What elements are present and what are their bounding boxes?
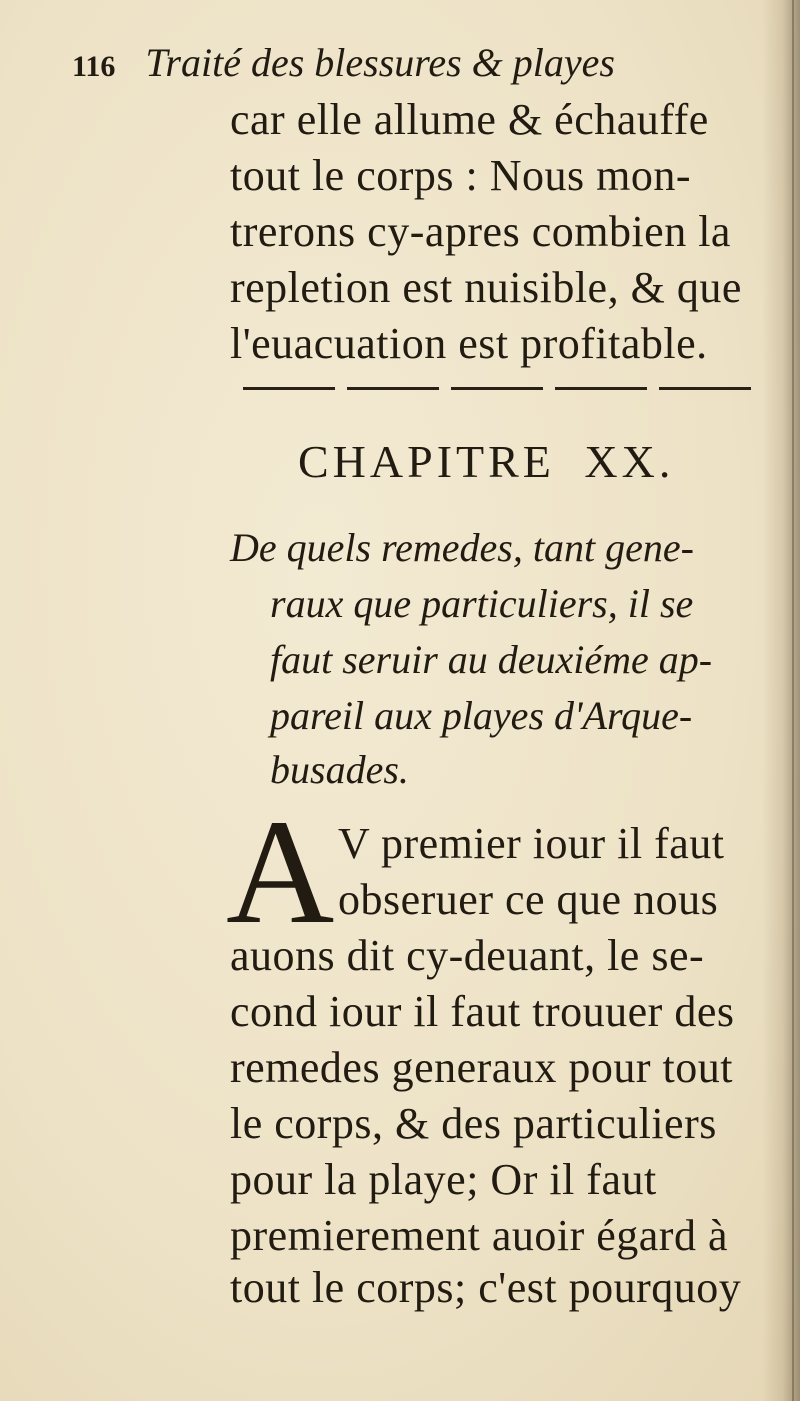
title-line: De quels remedes, tant gene- — [230, 525, 694, 570]
text-line: le corps, & des particuliers — [230, 1099, 717, 1148]
text-line: V premier iour il faut — [338, 819, 725, 868]
text-line: tout le corps : Nous mon- — [230, 151, 692, 200]
text-line: repletion est nuisible, & que — [230, 263, 742, 312]
page-edge-line — [792, 0, 794, 1401]
text-line: cond iour il faut trouuer des — [230, 987, 735, 1036]
page-edge-shadow — [762, 0, 800, 1401]
running-title: Traité des blessures & playes — [145, 40, 615, 85]
chapter-heading — [298, 436, 674, 488]
title-line: pareil aux playes d'Arque- — [270, 693, 693, 738]
page-number: 116 — [72, 50, 116, 83]
running-header — [72, 40, 615, 90]
text-line: pour la playe; Or il faut — [230, 1155, 657, 1204]
text-line: auons dit cy-deuant, le se- — [230, 931, 705, 980]
text-line: obseruer ce que nous — [338, 875, 719, 924]
text-line: trerons cy-apres combien la — [230, 207, 731, 256]
text-line: car elle allume & échauffe — [230, 95, 709, 144]
title-line: busades. — [270, 747, 409, 792]
text-line: premierement auoir égard à — [230, 1211, 728, 1260]
ornamental-separator — [243, 384, 751, 392]
text-line: l'euacuation est profitable. — [230, 319, 708, 368]
chapter-label: CHAPITRE — [298, 436, 555, 487]
drop-cap: A — [226, 789, 335, 955]
title-line: raux que particuliers, il se — [270, 581, 694, 626]
text-line: tout le corps; c'est pourquoy — [230, 1263, 742, 1312]
text-line: remedes generaux pour tout — [230, 1043, 733, 1092]
title-line: faut seruir au deuxiéme ap- — [270, 637, 713, 682]
chapter-number: XX. — [584, 436, 675, 487]
